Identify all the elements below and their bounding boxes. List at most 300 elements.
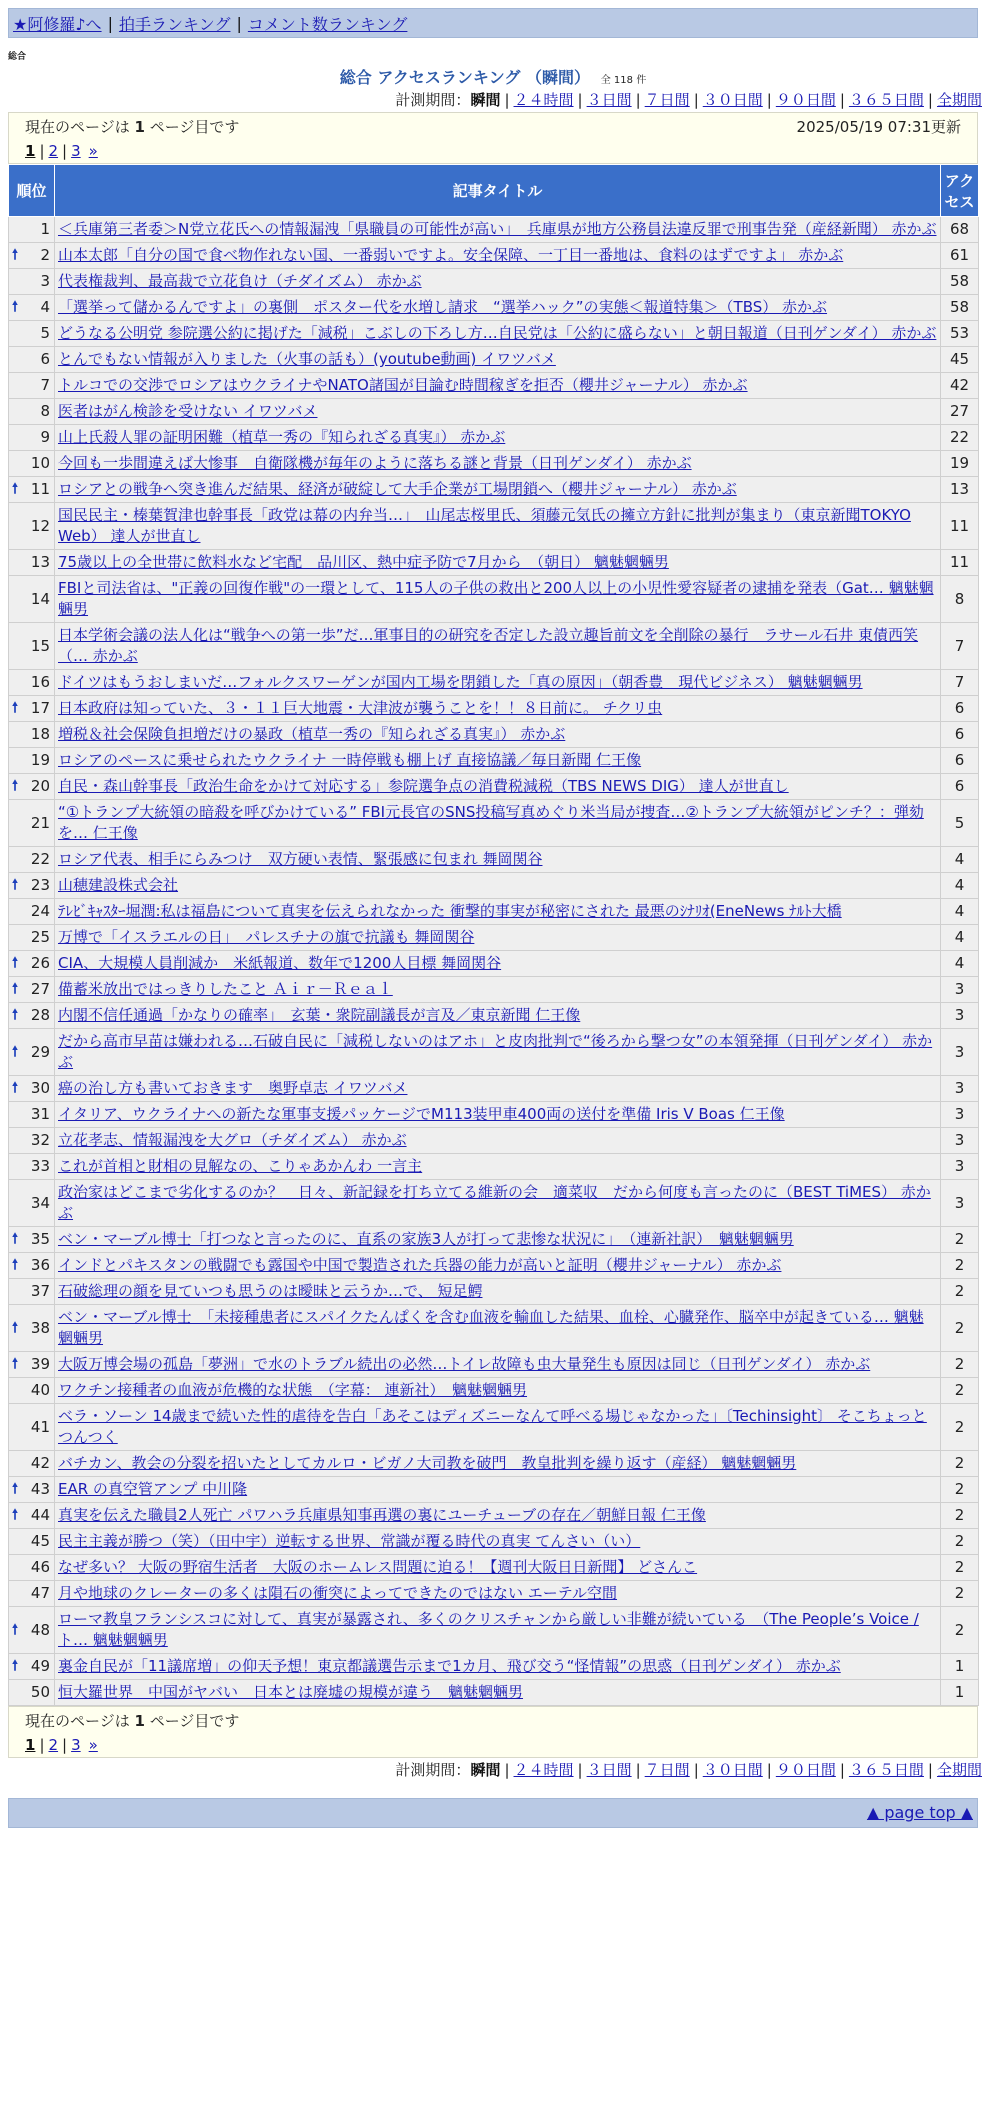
article-link[interactable]: 自民・森山幹事長「政治生命をかけて対応する」参院選争点の消費税減税（TBS NEWS DIG） 達人が世直し: [58, 777, 789, 795]
title-cell: [55, 477, 941, 503]
access-header: アクセス: [941, 165, 979, 217]
article-link[interactable]: ロシアとの戦争へ突き進んだ結果、経済が破綻して大手企業が工場閉鎖へ（櫻井ジャーナル） 赤かぶ: [58, 480, 737, 498]
period-link[interactable]: ７日間: [644, 1761, 690, 1779]
period-separator: |: [927, 91, 933, 109]
rank-cell: [9, 800, 55, 847]
page-info-suffix: ページ目です: [144, 118, 240, 136]
page-separator: |: [62, 142, 68, 160]
table-row: [9, 425, 979, 451]
period-separator: |: [693, 1761, 699, 1779]
title-cell: [55, 1180, 941, 1227]
rank-up-icon: 🠕: [12, 1043, 19, 1060]
rank-cell: [9, 576, 55, 623]
article-link[interactable]: CIA、大規模人員削減か 米紙報道、数年で1200人目標 舞岡関谷: [58, 954, 502, 972]
article-link[interactable]: インドとパキスタンの戦闘でも露国や中国で製造された兵器の能力が高いと証明（櫻井ジャーナル） 赤かぶ: [58, 1256, 782, 1274]
article-link[interactable]: どうなる公明党 参院選公約に掲げた「減税」こぶしの下ろし方…自民党は「公約に盛らない」と朝日報道（日刊ゲンダイ） 赤かぶ: [58, 324, 937, 342]
rank-number: 12: [30, 516, 50, 535]
table-row: [9, 1128, 979, 1154]
rank-up-icon: 🠕: [12, 1507, 19, 1523]
rank-number: 22: [30, 850, 50, 868]
access-count: 4: [941, 925, 979, 951]
table-row: [9, 1227, 979, 1253]
title-cell: [55, 399, 941, 425]
access-count: 2: [941, 1607, 979, 1654]
rank-cell: [9, 1003, 55, 1029]
access-count: 1: [941, 1680, 979, 1706]
rank-number: 42: [30, 1454, 50, 1472]
table-row: [9, 399, 979, 425]
title-cell: [55, 451, 941, 477]
period-link[interactable]: ３日間: [586, 91, 632, 109]
table-row: [9, 1154, 979, 1180]
rank-up-icon: 🠕: [12, 1257, 19, 1273]
top-nav-bar: [8, 8, 978, 38]
title-cell: [55, 1581, 941, 1607]
title-cell: [55, 1279, 941, 1305]
article-link[interactable]: 日本政府は知っていた、３・１１巨大地震・大津波が襲うことを！！８日前に。 チクリ虫: [58, 699, 663, 717]
table-row: [9, 899, 979, 925]
table-header-row: [9, 165, 979, 217]
period-separator: |: [635, 91, 641, 109]
access-count: 2: [941, 1404, 979, 1451]
rank-number: 36: [30, 1256, 50, 1274]
rank-number: 32: [30, 1131, 50, 1149]
rank-cell: [9, 399, 55, 425]
title-cell: [55, 269, 941, 295]
page-separator: |: [39, 1736, 45, 1754]
access-count: 1: [941, 1654, 979, 1680]
rank-cell: [9, 1529, 55, 1555]
rank-up-icon: 🠕: [12, 481, 19, 497]
next-page-link[interactable]: »: [88, 1736, 98, 1754]
pager-info-line: [25, 1709, 961, 1733]
access-count: 19: [941, 451, 979, 477]
access-count: 7: [941, 623, 979, 670]
access-count: 58: [941, 295, 979, 321]
home-link[interactable]: ★阿修羅♪へ: [13, 14, 102, 34]
title-cell: [55, 623, 941, 670]
article-link[interactable]: 「選挙って儲かるんですよ」の裏側 ポスター代を水増し請求 “選挙ハック”の実態＜報道特集＞（TBS） 赤かぶ: [58, 298, 828, 316]
table-row: [9, 1102, 979, 1128]
rank-cell: [9, 550, 55, 576]
article-link[interactable]: なぜ多い？ 大阪の野宿生活者 大阪のホームレス問題に迫る！【週刊大阪日日新聞】 どさんこ: [58, 1558, 698, 1576]
title-cell: [55, 1654, 941, 1680]
period-link[interactable]: ９０日間: [775, 91, 836, 109]
title-cell: [55, 873, 941, 899]
title-cell: [55, 977, 941, 1003]
ranking-table-body: [9, 217, 979, 1706]
article-link[interactable]: バチカン、教会の分裂を招いたとしてカルロ・ビガノ大司教を破門 教皇批判を繰り返す（産経） 魑魅魍魎男: [58, 1454, 797, 1472]
access-count: 42: [941, 373, 979, 399]
access-count: 3: [941, 977, 979, 1003]
table-row: [9, 321, 979, 347]
article-link[interactable]: 国民民主・榛葉賀津也幹事長「政党は幕の内弁当…」 山尾志桜里氏、須藤元気氏の擁立方針に批判が集まり（東京新聞TOKYO Web） 達人が世直し: [58, 506, 911, 545]
article-link[interactable]: 大阪万博会場の孤島「夢洲」で水のトラブル続出の必然…トイレ故障も虫大量発生も原因は同じ（日刊ゲンダイ） 赤かぶ: [58, 1355, 871, 1373]
access-count: 6: [941, 774, 979, 800]
page-link[interactable]: 3: [71, 142, 81, 160]
title-cell: [55, 1102, 941, 1128]
rank-number: 23: [30, 876, 50, 894]
rank-number: 40: [30, 1381, 50, 1399]
rank-number: 39: [30, 1355, 50, 1373]
article-link[interactable]: 内閣不信任通過「かなりの確率」 玄葉・衆院副議長が言及／東京新聞 仁王像: [58, 1006, 581, 1024]
table-row: [9, 748, 979, 774]
access-count: 53: [941, 321, 979, 347]
article-link[interactable]: 日本学術会議の法人化は“戦争への第一歩”だ…軍事目的の研究を否定した設立趣旨前文を全削除の暴行 ラサール石井 東債西笑（… 赤かぶ: [58, 626, 919, 665]
page-separator: |: [62, 1736, 68, 1754]
article-link[interactable]: イタリア、ウクライナへの新たな軍事支援パッケージでM113装甲車400両の送付を準備 Iris V Boas 仁王像: [58, 1105, 785, 1123]
table-row: [9, 451, 979, 477]
rank-number: 4: [40, 298, 50, 316]
rank-number: 13: [30, 553, 50, 571]
access-count: 2: [941, 1581, 979, 1607]
title-cell: [55, 550, 941, 576]
applause-ranking-link[interactable]: 拍手ランキング: [118, 14, 231, 34]
rank-number: 28: [30, 1006, 50, 1024]
rank-up-icon: 🠕: [12, 981, 19, 997]
article-link[interactable]: ベン・マーブル博士「打つなと言ったのに、直系の家族3人が打って悲惨な状況に」 （連新社訳） 魑魅魍魎男: [58, 1230, 794, 1248]
period-link[interactable]: ２４時間: [513, 91, 574, 109]
table-row: [9, 243, 979, 269]
article-link[interactable]: ロシアのペースに乗せられたウクライナ 一時停戦も棚上げ 直接協議／毎日新聞 仁王像: [58, 751, 642, 769]
rank-cell: [9, 1404, 55, 1451]
rank-number: 2: [40, 246, 50, 264]
access-count: 3: [941, 1029, 979, 1076]
period-separator: |: [577, 1761, 583, 1779]
total-count: 全 118 件: [600, 75, 647, 86]
period-separator: |: [504, 1761, 510, 1779]
page-top-link[interactable]: ▲ page top ▲: [866, 1803, 973, 1822]
title-cell: [55, 1305, 941, 1352]
access-count: 11: [941, 503, 979, 550]
rank-cell: [9, 425, 55, 451]
title-cell: [55, 1003, 941, 1029]
rank-number: 35: [30, 1230, 50, 1248]
rank-number: 43: [30, 1480, 50, 1498]
table-row: [9, 670, 979, 696]
table-row: [9, 347, 979, 373]
period-separator: |: [577, 91, 583, 109]
table-row: [9, 1654, 979, 1680]
rank-number: 46: [30, 1558, 50, 1576]
period-link[interactable]: ７日間: [644, 91, 690, 109]
rank-number: 50: [30, 1683, 50, 1701]
article-link[interactable]: 山本太郎「自分の国で食べ物作れない国、一番弱いですよ。安全保障、一丁目一番地は、食料のはずですよ」 赤かぶ: [58, 246, 844, 264]
rank-cell: [9, 1607, 55, 1654]
rank-cell: [9, 373, 55, 399]
title-cell: [55, 899, 941, 925]
title-cell: [55, 1253, 941, 1279]
article-link[interactable]: 今回も一歩間違えば大惨事 自衛隊機が毎年のように落ちる謎と背景（日刊ゲンダイ） 赤かぶ: [58, 454, 692, 472]
rank-number: 21: [30, 813, 50, 832]
table-row: [9, 1404, 979, 1451]
title-cell: [55, 925, 941, 951]
period-separator: |: [766, 1761, 772, 1779]
table-row: [9, 1378, 979, 1404]
article-link[interactable]: “①トランプ大統領の暗殺を呼びかけている” FBI元長官のSNS投稿写真めぐり米当局が捜査…②トランプ大統領がピンチ？：弾劾を… 仁王像: [58, 803, 924, 842]
rank-cell: [9, 1581, 55, 1607]
table-row: [9, 1003, 979, 1029]
article-link[interactable]: 真実を伝えた職員2人死亡 パワハラ兵庫県知事再選の裏にユーチューブの存在／朝鮮日報 仁王像: [58, 1506, 706, 1524]
article-link[interactable]: 75歳以上の全世帯に飲料水など宅配 品川区、熱中症予防で7月から （朝日） 魑魅魍魎男: [58, 553, 669, 571]
title-cell: [55, 774, 941, 800]
rank-header: 順位: [9, 165, 55, 217]
article-link[interactable]: EAR の真空管アンプ 中川隆: [58, 1480, 248, 1498]
article-link[interactable]: 山上氏殺人罪の証明困難（植草一秀の『知られざる真実』） 赤かぶ: [58, 428, 506, 446]
rank-number: 48: [30, 1620, 50, 1639]
access-count: 6: [941, 696, 979, 722]
rank-cell: [9, 1227, 55, 1253]
period-separator: |: [839, 91, 845, 109]
pager-bottom: [8, 1706, 978, 1758]
rank-cell: [9, 670, 55, 696]
title-cell: [55, 1607, 941, 1654]
access-count: 6: [941, 748, 979, 774]
title-cell: [55, 670, 941, 696]
table-row: [9, 1529, 979, 1555]
title-cell: [55, 1503, 941, 1529]
rank-cell: [9, 1029, 55, 1076]
rank-number: 41: [30, 1417, 50, 1436]
access-count: 27: [941, 399, 979, 425]
rank-number: 16: [30, 673, 50, 691]
article-link[interactable]: 政治家はどこまで劣化するのか？ 日々、新記録を打ち立てる維新の会 適菜収 だから何度も言ったのに（BEST TiMES） 赤かぶ: [58, 1183, 931, 1222]
rank-number: 27: [30, 980, 50, 998]
table-row: [9, 1180, 979, 1227]
footer-bar: [8, 1798, 978, 1828]
title-cell: [55, 1404, 941, 1451]
article-link[interactable]: 山穂建設株式会社: [58, 876, 179, 894]
rank-cell: [9, 847, 55, 873]
article-link[interactable]: ﾃﾚﾋﾞｷｬｽﾀｰ堀潤:私は福島について真実を伝えられなかった 衝撃的事実が秘密にされた 最悪のｼﾅﾘｵ(EneNews ﾅﾙﾄ大橋: [58, 902, 842, 920]
rank-up-icon: 🠕: [12, 1319, 19, 1336]
access-count: 4: [941, 847, 979, 873]
period-link[interactable]: ３０日間: [702, 1761, 763, 1779]
article-link[interactable]: だから高市早苗は嫌われる…石破自民に「減税しないのはアホ」と皮肉批判で“後ろから撃つ女”の本領発揮（日刊ゲンダイ） 赤かぶ: [58, 1032, 933, 1071]
pager-info-line: [25, 115, 961, 139]
rank-cell: [9, 1305, 55, 1352]
rank-number: 3: [40, 272, 50, 290]
period-separator: |: [693, 91, 699, 109]
period-link[interactable]: 全期間: [936, 91, 982, 109]
comment-ranking-link[interactable]: コメント数ランキング: [247, 14, 408, 34]
access-count: 2: [941, 1253, 979, 1279]
article-link[interactable]: 増税＆社会保険負担増だけの暴政（植草一秀の『知られざる真実』） 赤かぶ: [58, 725, 566, 743]
table-row: [9, 1279, 979, 1305]
table-row: [9, 503, 979, 550]
rank-cell: [9, 1680, 55, 1706]
table-row: [9, 1555, 979, 1581]
article-link[interactable]: 恒大羅世界 中国がヤバい 日本とは廃墟の規模が違う 魑魅魍魎男: [58, 1683, 524, 1701]
period-link[interactable]: 全期間: [936, 1761, 982, 1779]
period-label: 計測期間：: [395, 1761, 471, 1779]
rank-number: 30: [30, 1079, 50, 1097]
access-count: 3: [941, 1102, 979, 1128]
title-cell: [55, 1128, 941, 1154]
rank-up-icon: 🠕: [12, 1658, 19, 1674]
title-header: 記事タイトル: [55, 165, 941, 217]
period-link[interactable]: ３０日間: [702, 91, 763, 109]
period-link[interactable]: ３６５日間: [848, 91, 924, 109]
pager-top: [8, 112, 978, 164]
rank-up-icon: 🠕: [12, 1621, 19, 1638]
page-title: 総合 アクセスランキング （瞬間）: [339, 68, 590, 87]
title-cell: [55, 1227, 941, 1253]
access-count: 4: [941, 873, 979, 899]
article-link[interactable]: 万博で「イスラエルの日」 パレスチナの旗で抗議も 舞岡関谷: [58, 928, 475, 946]
access-count: 7: [941, 670, 979, 696]
next-page-link[interactable]: »: [88, 142, 98, 160]
access-count: 2: [941, 1352, 979, 1378]
access-count: 2: [941, 1451, 979, 1477]
rank-up-icon: 🠕: [12, 1007, 19, 1023]
rank-cell: [9, 269, 55, 295]
article-link[interactable]: 民主主義が勝つ（笑）（田中宇）逆転する世界、常識が覆る時代の真実 てんさい（い）: [58, 1532, 641, 1550]
title-cell: [55, 748, 941, 774]
access-count: 8: [941, 576, 979, 623]
page-link[interactable]: 2: [48, 142, 59, 160]
article-link[interactable]: 医者はがん検診を受けない イワツバメ: [58, 402, 318, 420]
rank-number: 6: [40, 350, 50, 368]
article-link[interactable]: 代表権裁判、最高裁で立花負け（チダイズム） 赤かぶ: [58, 272, 422, 290]
access-count: 2: [941, 1227, 979, 1253]
article-link[interactable]: 備蓄米放出ではっきりしたこと Ａｉｒ－Ｒｅａｌ: [58, 980, 393, 998]
rank-cell: [9, 873, 55, 899]
article-link[interactable]: ローマ教皇フランシスコに対して、真実が暴露され、多くのクリスチャンから厳しい非難が続いている （The People’s Voice / ト… 魑魅魍魎男: [58, 1610, 919, 1649]
rank-cell: [9, 477, 55, 503]
rank-number: 17: [30, 699, 50, 717]
rank-number: 25: [30, 928, 50, 946]
current-page-number: 1: [134, 118, 145, 136]
table-row: [9, 623, 979, 670]
title-cell: [55, 243, 941, 269]
period-selector-bottom: [0, 1758, 986, 1782]
rank-cell: [9, 1076, 55, 1102]
article-link[interactable]: ベラ・ソーン 14歳まで続いた性的虐待を告白「あそこはディズニーなんて呼べる場じゃなかった」〔Techinsight〕 そこちょっとつんつく: [58, 1407, 927, 1446]
access-count: 61: [941, 243, 979, 269]
ranking-heading: [0, 68, 986, 88]
period-separator: |: [927, 1761, 933, 1779]
rank-cell: [9, 748, 55, 774]
title-cell: [55, 1529, 941, 1555]
article-link[interactable]: 月や地球のクレーターの多くは隕石の衝突によってできたのではない エーテル空間: [58, 1584, 618, 1602]
rank-cell: [9, 1352, 55, 1378]
rank-number: 1: [40, 220, 50, 238]
rank-cell: [9, 347, 55, 373]
table-row: [9, 951, 979, 977]
title-cell: [55, 347, 941, 373]
rank-number: 38: [30, 1318, 50, 1337]
title-cell: [55, 503, 941, 550]
article-link[interactable]: ワクチン接種者の血液が危機的な状態 （字幕： 連新社） 魑魅魍魎男: [58, 1381, 528, 1399]
access-count: 2: [941, 1555, 979, 1581]
title-cell: [55, 217, 941, 243]
article-link[interactable]: これが首相と財相の見解なの、こりゃあかんわ 一言主: [58, 1157, 423, 1175]
article-link[interactable]: 裏金自民が「11議席増」の仰天予想！東京都議選告示まで1カ月、飛び交う“怪情報”の思惑（日刊ゲンダイ） 赤かぶ: [58, 1657, 841, 1675]
access-count: 45: [941, 347, 979, 373]
title-cell: [55, 1029, 941, 1076]
table-row: [9, 1680, 979, 1706]
period-link[interactable]: ３６５日間: [848, 1761, 924, 1779]
rank-cell: [9, 696, 55, 722]
article-link[interactable]: ロシア代表、相手にらみつけ 双方硬い表情、緊張感に包まれ 舞岡関谷: [58, 850, 543, 868]
article-link[interactable]: とんでもない情報が入りました（火事の話も）(youtube動画) イワツバメ: [58, 350, 556, 368]
period-separator: |: [504, 91, 510, 109]
page-link[interactable]: 3: [71, 1736, 81, 1754]
table-row: [9, 722, 979, 748]
table-row: [9, 477, 979, 503]
table-row: [9, 1029, 979, 1076]
table-row: [9, 373, 979, 399]
rank-cell: [9, 951, 55, 977]
rank-number: 49: [30, 1657, 50, 1675]
access-count: 3: [941, 1003, 979, 1029]
rank-cell: [9, 217, 55, 243]
article-link[interactable]: 立花孝志、情報漏洩を大グロ（チダイズム） 赤かぶ: [58, 1131, 407, 1149]
rank-number: 19: [30, 751, 50, 769]
table-row: [9, 550, 979, 576]
rank-cell: [9, 295, 55, 321]
rank-number: 47: [30, 1584, 50, 1602]
access-count: 2: [941, 1279, 979, 1305]
period-link[interactable]: ２４時間: [513, 1761, 574, 1779]
table-row: [9, 269, 979, 295]
rank-cell: [9, 1279, 55, 1305]
article-link[interactable]: トルコでの交渉でロシアはウクライナやNATO諸国が目論む時間稼ぎを拒否（櫻井ジャーナル） 赤かぶ: [58, 376, 748, 394]
rank-cell: [9, 977, 55, 1003]
article-link[interactable]: ベン・マーブル博士 「未接種患者にスパイクたんぱくを含む血液を輸血した結果、血栓、心臓発作、脳卒中が起きている… 魑魅魍魎男: [58, 1308, 924, 1347]
rank-cell: [9, 1451, 55, 1477]
table-row: [9, 847, 979, 873]
table-row: [9, 1352, 979, 1378]
title-cell: [55, 1154, 941, 1180]
access-count: 2: [941, 1305, 979, 1352]
ranking-table: [8, 164, 979, 1706]
article-link[interactable]: 石破総理の顔を見ていつも思うのは曖昧と云うか…で、 短足鰐: [58, 1282, 483, 1300]
access-count: 5: [941, 800, 979, 847]
article-link[interactable]: ＜兵庫第三者委＞N党立花氏への情報漏洩「県職員の可能性が高い」 兵庫県が地方公務員法違反罪で刑事告発（産経新聞） 赤かぶ: [58, 220, 937, 238]
page-info: [25, 115, 239, 139]
table-row: [9, 1607, 979, 1654]
rank-cell: [9, 451, 55, 477]
rank-number: 37: [30, 1282, 50, 1300]
rank-number: 8: [40, 402, 50, 420]
access-count: 22: [941, 425, 979, 451]
period-current: 瞬間: [470, 1761, 501, 1779]
access-count: 13: [941, 477, 979, 503]
title-cell: [55, 1378, 941, 1404]
rank-cell: [9, 1154, 55, 1180]
article-link[interactable]: 癌の治し方も書いておきます 奥野卓志 イワツバメ: [58, 1079, 408, 1097]
page-links: [25, 1733, 961, 1757]
access-count: 3: [941, 1076, 979, 1102]
article-link[interactable]: ドイツはもうおしまいだ…フォルクスワーゲンが国内工場を閉鎖した「真の原因」（朝香豊 現代ビジネス） 魑魅魍魎男: [58, 673, 863, 691]
rank-cell: [9, 774, 55, 800]
rank-cell: [9, 1477, 55, 1503]
page-info-prefix: 現在のページは: [25, 1712, 135, 1730]
period-link[interactable]: ３日間: [586, 1761, 632, 1779]
rank-number: 33: [30, 1157, 50, 1175]
period-link[interactable]: ９０日間: [775, 1761, 836, 1779]
title-cell: [55, 847, 941, 873]
title-cell: [55, 722, 941, 748]
article-link[interactable]: FBIと司法省は、"正義の回復作戦"の一環として、115人の子供の救出と200人以上の小児性愛容疑者の逮捕を発表（Gat… 魑魅魍魎男: [58, 579, 934, 618]
rank-number: 29: [30, 1042, 50, 1061]
rank-number: 9: [40, 428, 50, 446]
rank-cell: [9, 321, 55, 347]
page-link[interactable]: 2: [48, 1736, 59, 1754]
period-label: 計測期間：: [395, 91, 471, 109]
